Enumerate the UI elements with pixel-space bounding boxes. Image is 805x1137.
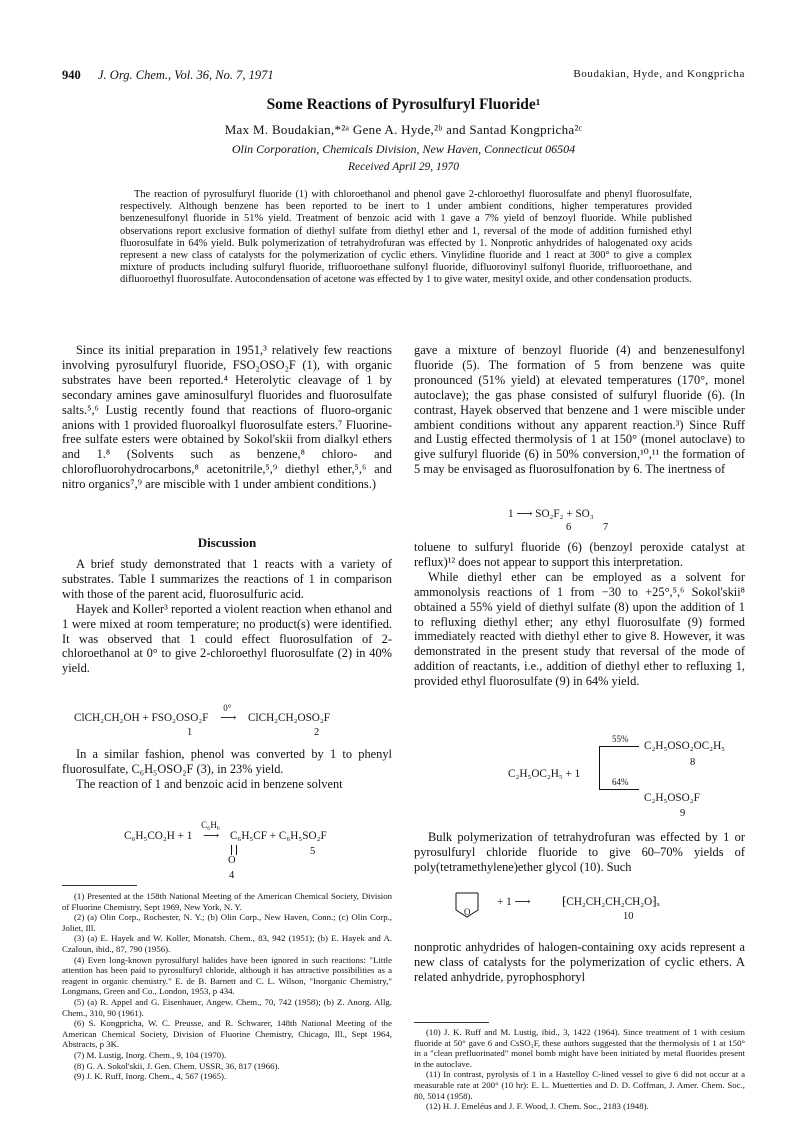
eq3-label-b: 7 <box>603 522 609 533</box>
double-bond-mark <box>231 845 237 855</box>
eq5-product: ⁅CH₂CH₂CH₂CH₂O⁆ₓ <box>562 896 660 908</box>
footnote-rule-right <box>414 1022 489 1023</box>
thf-ring-oxygen: O <box>464 907 471 917</box>
journal-citation: J. Org. Chem., Vol. 36, No. 7, 1971 <box>98 68 274 82</box>
catalyst-paragraph: nonprotic anhydrides of halogen-containing oxy acids represent a new class of catalysts for the polymerization of cyclic ethers. A related anhydride, pyrophosphoryl <box>414 940 745 984</box>
intro-paragraph: Since its initial preparation in 1951,³ relatively few reactions involving pyrosulfuryl fluoride, FSO₂OSO₂F (1), with organic substrates have been reported.⁴ Heterolytic cleavage of 1 by secondary amines gave aminosulfuryl fluorides and fluorosulfate salts.⁵,⁶ Lustig recently found that reactions of fluoro-organic anions with 1 provided fluoroalkyl fluorosulfate esters.⁷ Fluorine-free sulfate esters were obtained by Sokol'skii from dialkyl ethers and 1.⁸ (Solvents such as benzene,⁸ chloro- and chlorofluorohydrocarbons,⁸ acetonitrile,⁵,⁹ diethyl ether,⁵,⁶ and nitro organics⁷,⁹ are miscible with 1 under ambient conditions.) <box>62 343 392 492</box>
eq4-top-arrow <box>599 746 639 747</box>
footnote: (4) Even long-known pyrosulfuryl halides have been ignored in such reactions: "Little attention has been paid to pyrosulfuryl chloride, although it has attractive possibilities as a reagent in organic chemistry." E. de B. Barnett and C. L. Wilson, "Inorganic Chemistry," Longmans, Green and Co., London, 1953, p 434. <box>62 954 392 997</box>
page-number: 940 <box>62 68 81 82</box>
eq1-label-a: 1 <box>187 727 193 738</box>
footnotes-right <box>414 1027 745 1112</box>
equation-1 <box>74 703 331 725</box>
article-title: Some Reactions of Pyrosulfuryl Fluoride¹ <box>266 96 541 113</box>
footnote-rule-left <box>62 885 137 886</box>
eq3-label-a: 6 <box>566 522 572 533</box>
discussion-paragraph-2: Hayek and Koller³ reported a violent reaction when ethanol and 1 were mixed at room temperature; no product(s) were identified. It was observed that 1 could effect fluorosulfation of 2-chloroethanol at 0° to give 2-chloroethyl fluorosulfate (2) in 40% yield. <box>62 601 392 676</box>
footnote: (3) (a) E. Hayek and W. Koller, Monatsh. Chem., 83, 942 (1951); (b) E. Hayek and A. Czaloun, ibid., 87, 790 (1956). <box>62 933 392 954</box>
footnote: (12) H. J. Emeléus and J. F. Wood, J. Chem. Soc., 2183 (1948). <box>426 1101 649 1112</box>
eq5-reagent: + 1 ⟶ <box>497 896 531 908</box>
left-column-discussion <box>62 557 392 676</box>
eq4-bottom-label: 9 <box>680 808 686 819</box>
footnote: (9) J. K. Ruff, Inorg. Chem., 4, 567 (1965). <box>74 1071 227 1082</box>
ether-paragraph: While diethyl ether can be employed as a solvent for ammonolysis reactions of 1 from −30 to +25°,⁵,⁶ Sokol'skii⁸ obtained a 55% yield of diethyl sulfate (8) upon the addition of 1 to refluxing diethyl ether; any ethyl fluorosulfate (9) formed immediately reacted with diethyl ether to give 8. However, it was demonstrated in the present study that reversal of the mode of addition of reactants, i.e., addition of diethyl ether to refluxing 1, provided ethyl fluorosulfate (9) in 64% yield. <box>414 569 745 689</box>
eq2-arrow: C₆H₆ ⟶ <box>201 820 220 842</box>
footnote: (2) (a) Olin Corp., Rochester, N. Y.; (b) Olin Corp., New Haven, Conn.; (c) Olin Corp., Joliet, Ill. <box>62 912 392 933</box>
equation-2 <box>124 820 327 843</box>
benzene-paragraph: gave a mixture of benzoyl fluoride (4) and benzenesulfonyl fluoride (5). The formation of 5 from benzene was quite pronounced (51% yield) at elevated temperatures (170°, monel autoclave); the gas phase consisted of sulfuryl fluoride (6). (In contrast, Hayek observed that benzene and 1 were miscible under ambient conditions without any apparent reaction.³) Since Ruff and Lustig effected thermolysis of 1 at 150° (monel autoclave) to give sulfuryl fluoride (6) in 50% conversion,¹⁰,¹¹ the formation of 5 may be envisaged as fluorosulfonation by 6. The inertness of <box>414 343 745 477</box>
eq2-carbonyl-oxygen: O <box>228 855 236 866</box>
eq2-label-b: 5 <box>310 846 316 857</box>
phenol-paragraph: In a similar fashion, phenol was converted by 1 to phenyl fluorosulfate, C₆H₅OSO₂F (3), in 23% yield. <box>62 747 392 776</box>
toluene-paragraph: toluene to sulfuryl fluoride (6) (benzoyl peroxide catalyst at reflux)¹² does not appear to support this interpretation. <box>414 540 745 569</box>
right-column-top <box>414 343 745 477</box>
author-affiliation: Olin Corporation, Chemicals Division, New Haven, Connecticut 06504 <box>231 142 576 156</box>
eq1-reactants: ClCH₂CH₂OH + FSO₂OSO₂F <box>74 712 209 724</box>
left-column-intro <box>62 343 392 492</box>
footnote: (11) In contrast, pyrolysis of 1 in a Hastelloy C-lined vessel to give 6 did not occur at a measurable rate at 200° (10 hr): E. L. Muetterties and D. D. Coffman, J. Amer. Chem. Soc., 80, 5014 (1958). <box>414 1069 745 1101</box>
eq1-arrow: 0° ⟶ <box>220 703 237 724</box>
eq2-label-a: 4 <box>229 870 235 881</box>
eq2-products: C₆H₅CF + C₆H₅SO₂F <box>229 830 327 842</box>
received-date: Received April 29, 1970 <box>348 161 459 173</box>
right-column-bottom <box>414 940 745 985</box>
thf-paragraph: Bulk polymerization of tetrahydrofuran was effected by 1 or pyrosulfuryl chloride fluoride to give 60–70% yields of poly(tetramethylene)ether glycol (10). Such <box>414 830 745 874</box>
right-column-polymer <box>414 830 745 875</box>
eq4-branch-line <box>599 746 600 789</box>
right-column-middle <box>414 540 745 689</box>
benzoic-paragraph: The reaction of 1 and benzoic acid in benzene solvent <box>76 776 343 791</box>
eq1-product: ClCH₂CH₂OSO₂F <box>248 712 331 724</box>
footnote: (5) (a) R. Appel and G. Eisenhauer, Angew. Chem., 70, 742 (1958); (b) Z. Anorg. Allg. Chem., 310, 90 (1961). <box>62 996 392 1018</box>
eq5-label: 10 <box>623 911 634 922</box>
eq4-bottom-product: C₂H₅OSO₂F <box>644 792 700 804</box>
footnote: (8) G. A. Sokol'skii, J. Gen. Chem. USSR, 36, 817 (1966). <box>74 1060 280 1071</box>
eq2-reactants: C₆H₅CO₂H + 1 <box>124 830 193 842</box>
eq4-top-product: C₂H₅OSO₂OC₂H₅ <box>644 740 726 752</box>
eq4-top-label: 8 <box>690 757 696 768</box>
equation-3: 1 ⟶ SO₂F₂ + SO₃ <box>508 508 594 520</box>
eq4-reactant: C₂H₅OC₂H₅ + 1 <box>508 768 581 780</box>
article-authors: Max M. Boudakian,*²ᵃ Gene A. Hyde,²ᵇ and Santad Kongpricha²ᶜ <box>224 122 583 137</box>
eq4-bottom-arrow <box>599 789 639 790</box>
running-header <box>62 68 745 86</box>
discussion-paragraph-1: A brief study demonstrated that 1 reacts with a variety of substrates. Table I summarizes the reactions of 1 in comparison with those of the parent acid, fluorosulfuric acid. <box>62 557 392 601</box>
eq4-top-yield: 55% <box>612 734 629 744</box>
eq2-condition: C₆H₆ <box>201 820 220 830</box>
eq4-bottom-yield: 64% <box>612 777 629 787</box>
footnote: (6) S. Kongpricha, W. C. Preusse, and R. Schwarer, 148th National Meeting of the American Chemical Society, Division of Fluorine Chemistry, Chicago, Ill., Sept 1964, Abstracts, p 3K. <box>62 1018 392 1050</box>
eq1-label-b: 2 <box>314 727 320 738</box>
footnote: (7) M. Lustig, Inorg. Chem., 9, 104 (1970). <box>74 1049 227 1060</box>
footnotes-left <box>62 891 392 1082</box>
eq1-condition: 0° <box>223 703 232 713</box>
abstract: The reaction of pyrosulfuryl fluoride (1) with chloroethanol and phenol gave 2-chloroethyl fluorosulfate and phenyl fluorosulfate, respectively. Although benzene has been reported to be inert to 1 under ambient conditions, higher temperatures provided benzenesulfonyl fluoride in 51% yield. Treatment of benzoic acid with 1 gave a 7% yield of benzoyl fluoride. While published observations report exclusive formation of diethyl sulfate from diethyl ether and 1, reversal of the mode of addition furnished ethyl fluorosulfate in 64% yield. Bulk polymerization of tetrahydrofuran was effected by 1. Nonprotic anhydrides of halogenated oxy acids represent a new class of catalysts for the polymerization of cyclic ethers. Vinylidine fluoride and 1 react at 300° to give a complex mixture of products including sulfuryl fluoride, trifluoroethane sulfonyl fluoride, difluorovinyl sulfonyl fluoride, trifluoroethane, and difluoroethyl fluorosulfate. Autocondensation of acetone was effected by 1 to give water, mesityl oxide, and other condensation products. <box>120 189 692 286</box>
footnote: (1) Presented at the 158th National Meeting of the American Chemical Society, Division of Fluorine Chemistry, Sept 1969, New York, N. Y. <box>62 891 392 912</box>
running-authors: Boudakian, Hyde, and Kongpricha <box>573 68 745 80</box>
discussion-heading: Discussion <box>197 535 257 550</box>
left-column-phenol <box>62 747 392 792</box>
footnote: (10) J. K. Ruff and M. Lustig, ibid., 3, 1422 (1964). Since treatment of 1 with cesium fluoride at 50° gave 6 and CsSO₃F, these authors suggested that the thermolysis of 1 at 150° in a "clean prefluorinated" monel bomb might have been initiated by metal fluorides present in the autoclave. <box>414 1027 745 1069</box>
